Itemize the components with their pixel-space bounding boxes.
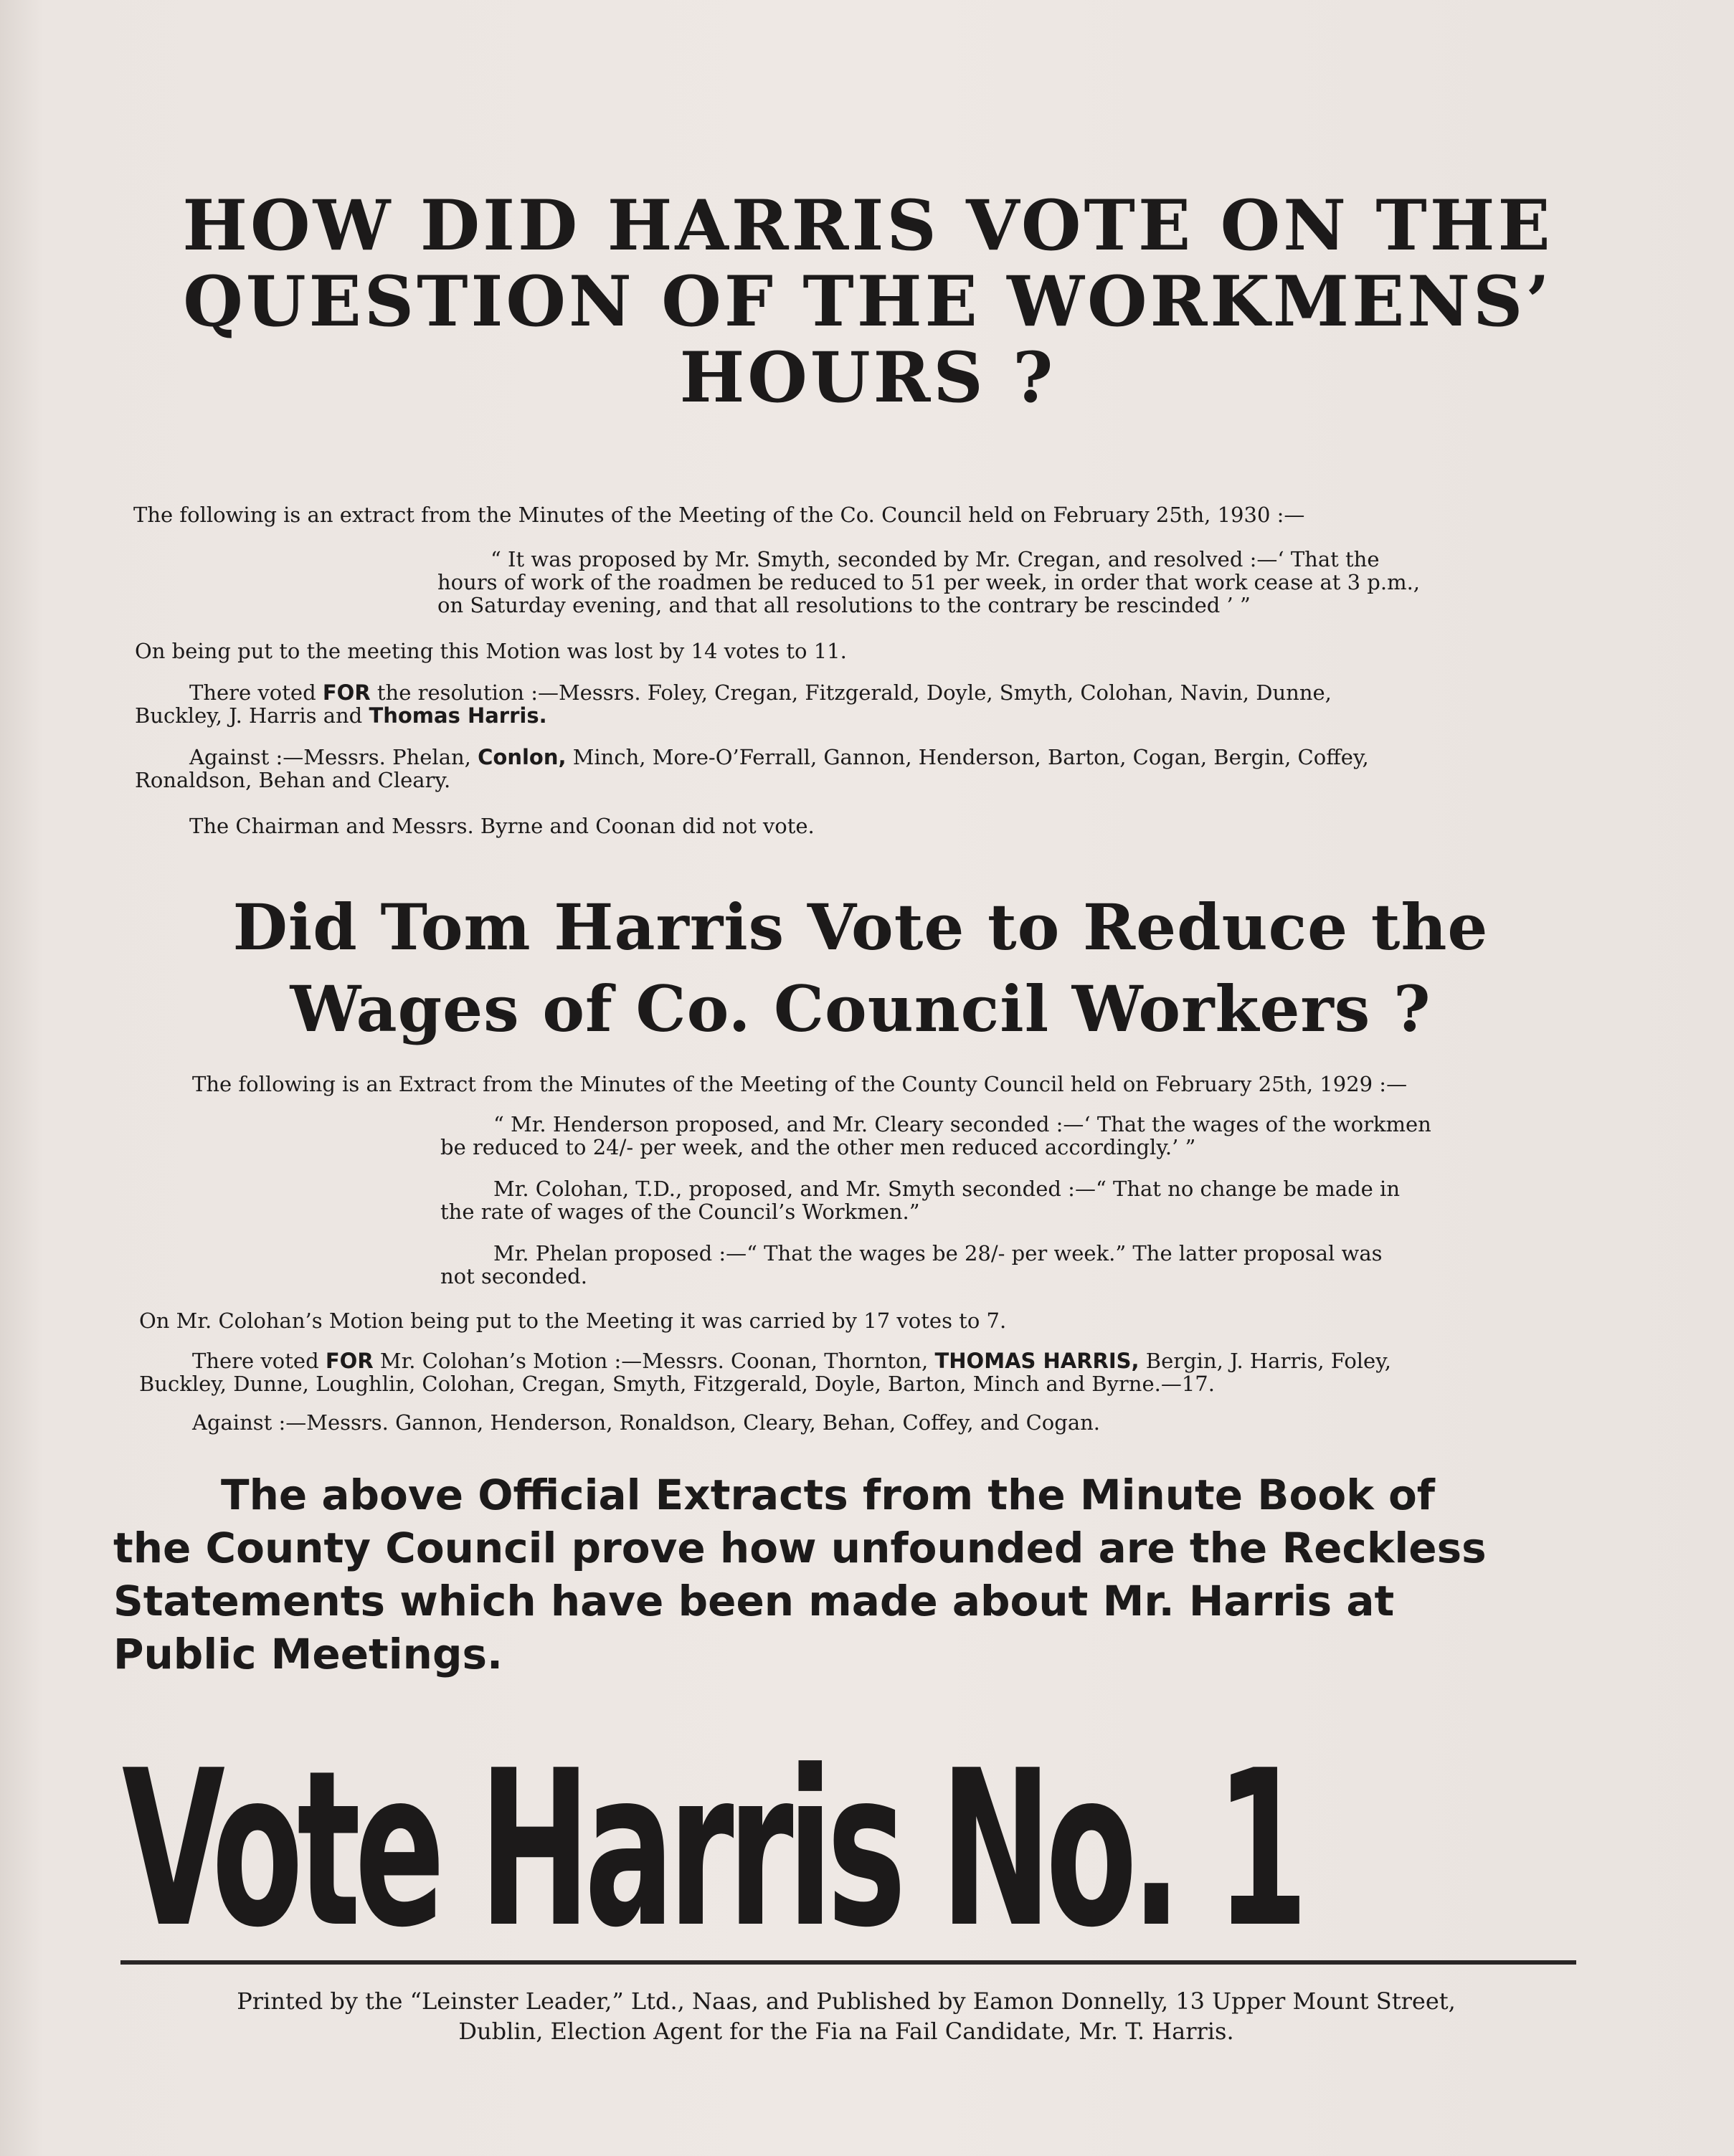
headline1-line2: QUESTION OF THE WORKMENS’	[183, 261, 1553, 342]
section1-for-line1: There voted FOR the resolution :—Messrs. Foley, Cregan, Fitzgerald, Doyle, Smyth, Colohan, Navin, Dunne,	[189, 680, 1332, 705]
for-emphasis: FOR	[322, 680, 371, 705]
section2-for-line1: There voted FOR Mr. Colohan’s Motion :—Messrs. Coonan, Thornton, THOMAS HARRIS, Bergin, J. Harris, Foley,	[192, 1349, 1391, 1373]
section2-p2-line2: the rate of wages of the Council’s Workmen.”	[440, 1200, 920, 1224]
imprint-line2: Dublin, Election Agent for the Fia na Fail Candidate, Mr. T. Harris.	[458, 2018, 1234, 2045]
claim-line3: Statements which have been made about Mr. Harris at	[113, 1577, 1395, 1625]
section2-p1-line2: be reduced to 24/- per week, and the other men reduced accordingly.’ ”	[440, 1135, 1196, 1159]
section2-p2-line1: Mr. Colohan, T.D., proposed, and Mr. Smyth seconded :—“ That no change be made in	[493, 1177, 1400, 1201]
section2-p3-line2: not seconded.	[440, 1264, 587, 1288]
divider-rule	[120, 1960, 1576, 1965]
slogan-vote-harris: Vote Harris No. 1	[122, 1724, 1302, 1975]
section2-p3-line1: Mr. Phelan proposed :—“ That the wages be 28/- per week.” The latter proposal was	[493, 1241, 1383, 1265]
section1-against-line1: Against :—Messrs. Phelan, Conlon, Minch, More-O’Ferrall, Gannon, Henderson, Barton, Cogan, Bergin, Coffey,	[189, 745, 1369, 769]
headline2-line1: Did Tom Harris Vote to Reduce the	[232, 890, 1489, 964]
thomas-harris-caps-emphasis: THOMAS HARRIS,	[934, 1349, 1140, 1373]
section1-for-line2: Buckley, J. Harris and Thomas Harris.	[135, 703, 547, 728]
section2-against: Against :—Messrs. Gannon, Henderson, Ronaldson, Cleary, Behan, Coffey, and Cogan.	[192, 1410, 1101, 1435]
section2-intro: The following is an Extract from the Minutes of the Meeting of the County Council held on February 25th, 1929 :—	[192, 1072, 1408, 1096]
section2-p1-line1: “ Mr. Henderson proposed, and Mr. Cleary seconded :—‘ That the wages of the workmen	[493, 1112, 1431, 1136]
section1-intro: The following is an extract from the Minutes of the Meeting of the Co. Council held on February 25th, 1930 :—	[133, 503, 1305, 527]
section1-quote-line1: “ It was proposed by Mr. Smyth, seconded by Mr. Cregan, and resolved :—‘ That the	[491, 547, 1380, 571]
section1-abstain: The Chairman and Messrs. Byrne and Coonan did not vote.	[189, 814, 815, 838]
conlon-emphasis: Conlon,	[478, 745, 567, 769]
section1-quote-line2: hours of work of the roadmen be reduced to 51 per week, in order that work cease at 3 p.m.,	[437, 570, 1421, 594]
section2-result: On Mr. Colohan’s Motion being put to the Meeting it was carried by 17 votes to 7.	[139, 1309, 1007, 1333]
headline1-line1: HOW DID HARRIS VOTE ON THE	[182, 185, 1553, 266]
section1-result: On being put to the meeting this Motion was lost by 14 votes to 11.	[135, 639, 847, 663]
headline2-line2: Wages of Co. Council Workers ?	[290, 972, 1431, 1046]
for-emphasis-2: FOR	[325, 1349, 374, 1373]
claim-line2: the County Council prove how unfounded are the Reckless	[113, 1524, 1487, 1572]
headline-workmens-hours	[86, 185, 1649, 418]
section1-quote-line3: on Saturday evening, and that all resolutions to the contrary be rescinded ’ ”	[437, 593, 1251, 617]
headline-wages	[86, 886, 1635, 1050]
thomas-harris-emphasis: Thomas Harris.	[369, 703, 547, 728]
section2-for-line2: Buckley, Dunne, Loughlin, Colohan, Cregan, Smyth, Fitzgerald, Doyle, Barton, Minch and Byrne.—17.	[139, 1372, 1215, 1396]
claim-paragraph	[113, 1468, 1583, 1681]
claim-line4: Public Meetings.	[113, 1630, 503, 1678]
headline1-line3: HOURS ?	[679, 337, 1056, 418]
printer-imprint	[108, 1986, 1585, 2046]
claim-line1: The above Official Extracts from the Minute Book of	[221, 1471, 1436, 1519]
imprint-line1: Printed by the “Leinster Leader,” Ltd., Naas, and Published by Eamon Donnelly, 13 Upper Mount Street,	[237, 1988, 1456, 2015]
section1-against-line2: Ronaldson, Behan and Cleary.	[135, 768, 451, 792]
